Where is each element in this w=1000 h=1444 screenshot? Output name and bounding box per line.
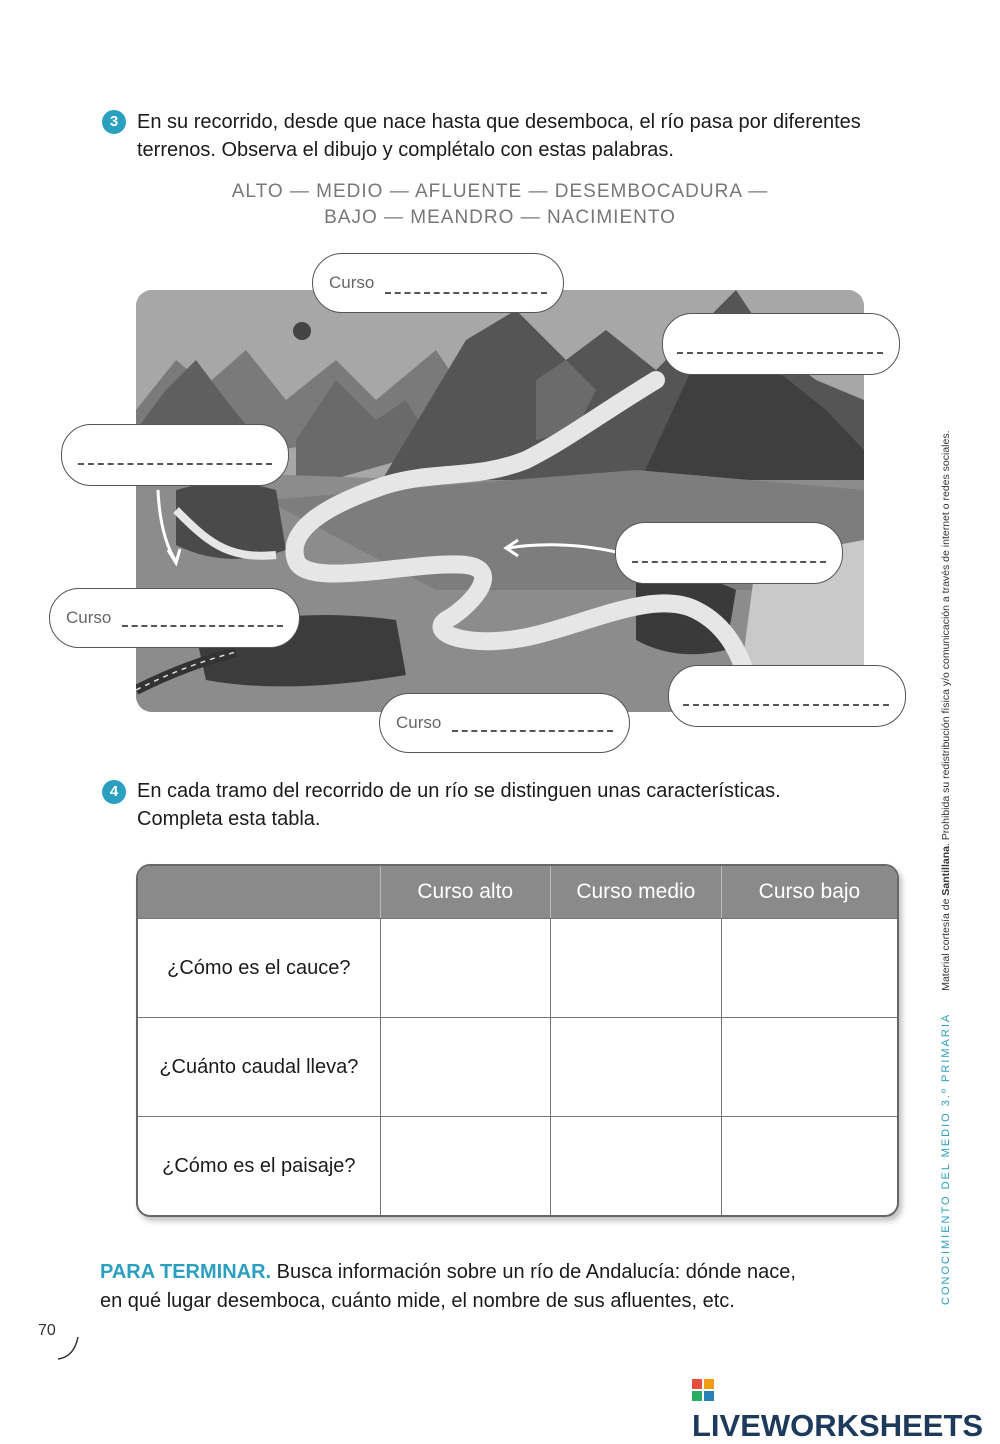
label-bubble-4[interactable] bbox=[49, 588, 300, 648]
row-question: ¿Cómo es el paisaje? bbox=[138, 1116, 380, 1215]
table-row bbox=[138, 1017, 897, 1116]
river-course-table bbox=[136, 864, 899, 1217]
answer-cell[interactable] bbox=[550, 918, 721, 1017]
answer-cell[interactable] bbox=[721, 1116, 897, 1215]
final-task-text-1: Busca información sobre un río de Andalucía: dónde nace, bbox=[271, 1261, 796, 1283]
question-4-line-2: Completa esta tabla. bbox=[137, 808, 321, 830]
answer-line[interactable] bbox=[78, 463, 272, 465]
brand-text: LIVEWORKSHEETS bbox=[692, 1408, 984, 1443]
page-number: 70 bbox=[38, 1322, 56, 1339]
label-prefix: Curso bbox=[396, 713, 442, 732]
final-task-line-1 bbox=[100, 1258, 880, 1287]
credit-suffix: . Prohibida su redistribución física y/o comunicación a través de internet o redes sociales. bbox=[940, 430, 952, 847]
final-task bbox=[100, 1258, 880, 1316]
label-bubble-1[interactable] bbox=[312, 253, 564, 313]
question-4-number: 4 bbox=[102, 780, 126, 804]
final-task-line-2: en qué lugar desemboca, cuánto mide, el nombre de sus afluentes, etc. bbox=[100, 1290, 735, 1312]
word-bank-line-1: ALTO — MEDIO — AFLUENTE — DESEMBOCADURA — bbox=[231, 181, 769, 202]
final-task-highlight: PARA TERMINAR. bbox=[100, 1261, 272, 1283]
answer-cell[interactable] bbox=[721, 1017, 897, 1116]
answer-cell[interactable] bbox=[550, 1116, 721, 1215]
label-bubble-2[interactable] bbox=[662, 313, 900, 375]
answer-line[interactable] bbox=[452, 730, 613, 732]
label-bubble-6[interactable] bbox=[379, 693, 630, 753]
liveworksheets-logo-icon bbox=[692, 1379, 714, 1401]
answer-line[interactable] bbox=[677, 352, 883, 354]
table-header-curso-medio: Curso medio bbox=[550, 866, 721, 918]
question-4-text bbox=[137, 777, 781, 833]
answer-cell[interactable] bbox=[380, 1017, 550, 1116]
page-corner-mark bbox=[56, 1335, 82, 1363]
question-3-line-1: En su recorrido, desde que nace hasta que desemboca, el río pasa por diferentes bbox=[137, 111, 861, 133]
answer-cell[interactable] bbox=[380, 918, 550, 1017]
credit-prefix: Material cortesía de bbox=[940, 895, 952, 991]
table-header-empty bbox=[138, 866, 380, 918]
question-4-line-1: En cada tramo del recorrido de un río se distinguen unas características. bbox=[137, 780, 781, 802]
liveworksheets-brand bbox=[692, 1372, 1000, 1444]
row-question: ¿Cómo es el cauce? bbox=[138, 918, 380, 1017]
answer-cell[interactable] bbox=[550, 1017, 721, 1116]
label-bubble-3[interactable] bbox=[61, 424, 289, 486]
word-bank-line-2: BAJO — MEANDRO — NACIMIENTO bbox=[324, 207, 676, 228]
answer-cell[interactable] bbox=[721, 918, 897, 1017]
answer-cell[interactable] bbox=[380, 1116, 550, 1215]
table-row bbox=[138, 1116, 897, 1215]
credit-brand: Santillana bbox=[940, 846, 952, 896]
sidebar-credit bbox=[940, 430, 952, 1305]
table-header-row bbox=[138, 866, 897, 918]
row-question: ¿Cuánto caudal lleva? bbox=[138, 1017, 380, 1116]
answer-line[interactable] bbox=[122, 625, 283, 627]
table-header-curso-bajo: Curso bajo bbox=[721, 866, 897, 918]
question-3-line-2: terrenos. Observa el dibujo y complétalo con estas palabras. bbox=[137, 139, 674, 161]
question-3-number: 3 bbox=[102, 110, 126, 134]
subject-label: CONOCIMIENTO DEL MEDIO 3.º PRIMARIA bbox=[940, 1012, 952, 1305]
label-prefix: Curso bbox=[329, 273, 375, 292]
table-header-curso-alto: Curso alto bbox=[380, 866, 550, 918]
answer-line[interactable] bbox=[683, 704, 889, 706]
label-prefix: Curso bbox=[66, 608, 112, 627]
answer-line[interactable] bbox=[632, 561, 826, 563]
label-bubble-5[interactable] bbox=[615, 522, 843, 584]
table-row bbox=[138, 918, 897, 1017]
answer-line[interactable] bbox=[385, 292, 547, 294]
label-bubble-7[interactable] bbox=[668, 665, 906, 727]
